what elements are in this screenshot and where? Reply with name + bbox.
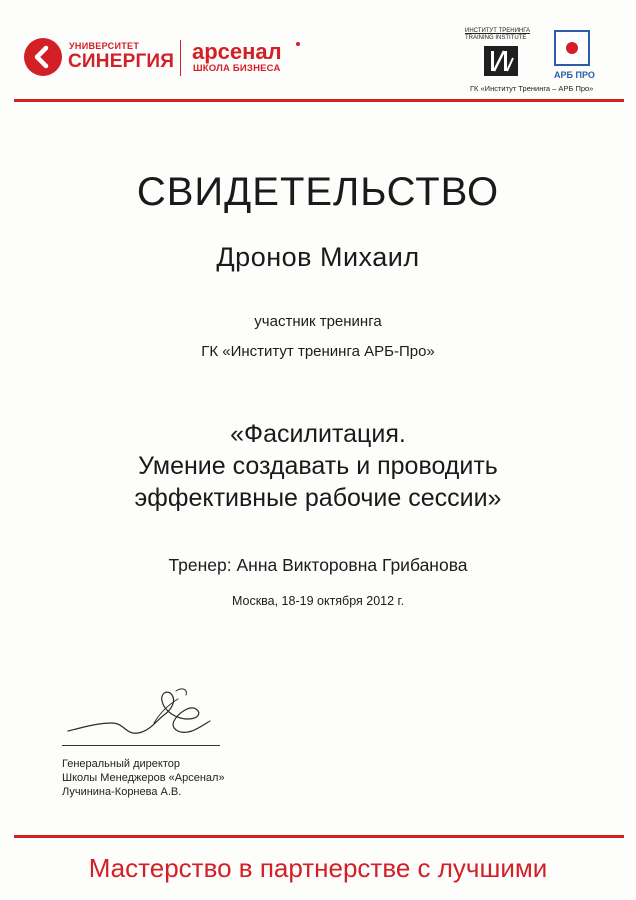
recipient-name: Дронов Михаил [216, 242, 420, 272]
certificate-title: СВИДЕТЕЛЬСТВО [136, 170, 500, 214]
signature-line [62, 745, 220, 746]
top-divider [14, 99, 624, 102]
arb-pro-logo [462, 26, 612, 96]
signatory-block [62, 757, 225, 799]
institute-ii-logo-icon [484, 46, 518, 76]
synergy-logo-icon [24, 38, 62, 76]
signatory-name: Лучинина-Корнева А.В. [62, 786, 182, 798]
bottom-divider [14, 835, 624, 838]
footer-slogan: Мастерство в партнерстве с лучшими [88, 853, 548, 883]
arb-caption: ГК «Институт Тренинга – АРБ Про» [470, 84, 594, 93]
arb-pro-logo-icon [554, 30, 590, 66]
signatory-organization: Школы Менеджеров «Арсенал» [62, 772, 225, 784]
signature-image [64, 683, 220, 743]
arsenal-dot [296, 42, 300, 46]
synergy-arsenal-logo [24, 36, 324, 80]
arsenal-small-text: ШКОЛА БИЗНЕСА [193, 63, 281, 74]
institute-name-en: TRAINING INSTITUTE [465, 35, 527, 41]
place-date: Москва, 18-19 октября 2012 г. [231, 594, 405, 608]
logo-divider [180, 40, 181, 76]
institute-name-ru: ИНСТИТУТ ТРЕНИНГА [465, 28, 531, 34]
participant-line: участник тренинга [254, 313, 382, 330]
synergy-big-text: СИНЕРГИЯ [68, 51, 175, 72]
course-title-line: эффективные рабочие сессии» [134, 484, 502, 512]
trainer-line: Тренер: Анна Викторовна Грибанова [168, 555, 468, 575]
synergy-small-text: УНИВЕРСИТЕТ [69, 41, 140, 51]
course-title-line: «Фасилитация. [230, 420, 406, 448]
course-title-line: Умение создавать и проводить [138, 452, 498, 480]
signatory-role: Генеральный директор [62, 758, 180, 770]
arb-pro-red-dot [566, 42, 578, 54]
arb-pro-text: АРБ ПРО [554, 70, 595, 80]
arsenal-big-text: арсенал [192, 39, 282, 64]
institute-line: ГК «Институт тренинга АРБ-Про» [201, 343, 435, 360]
course-title [0, 418, 636, 514]
